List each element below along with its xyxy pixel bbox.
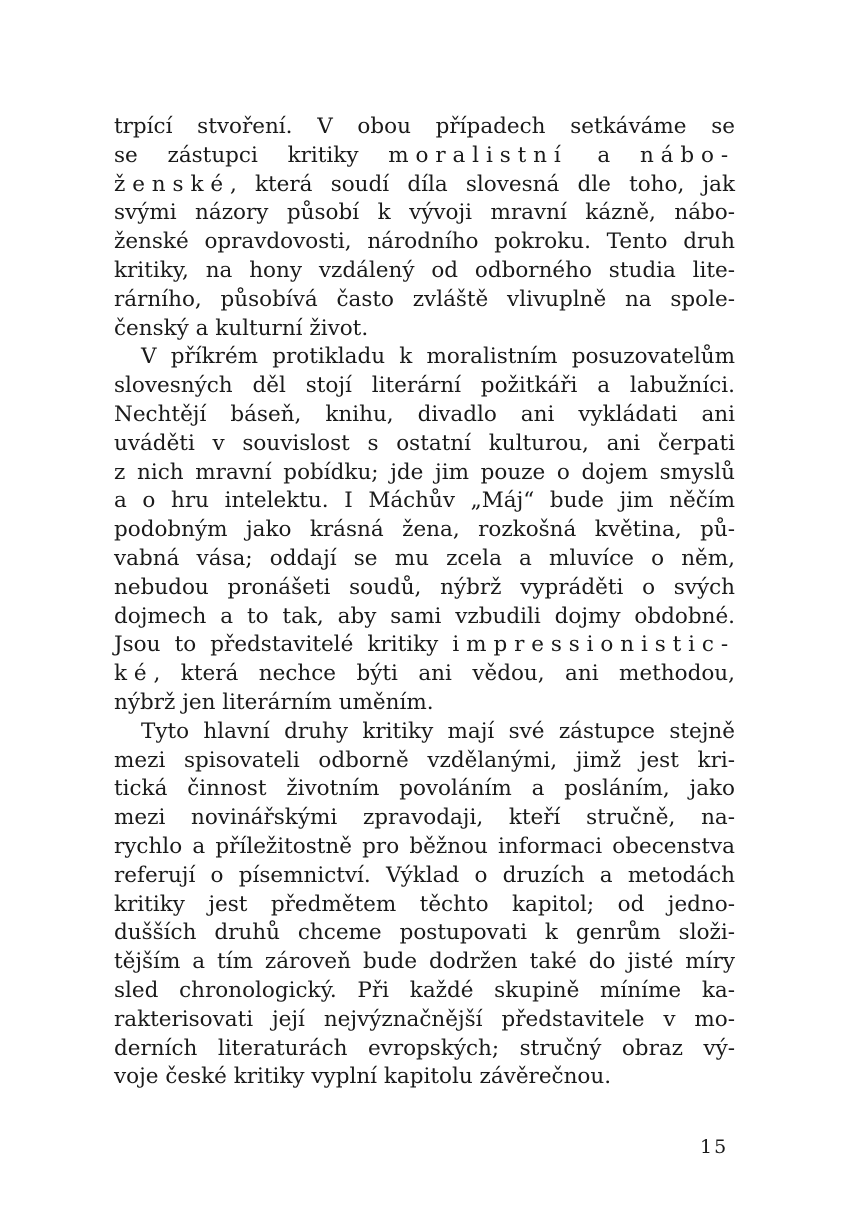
spaced-emphasis: ké [114,661,154,687]
text-line: dušších druhů chceme postupovati k genrům složi- [114,920,735,946]
text-line [114,171,735,200]
text-line: kritiky, na hony vzdálený od odborného studia lite- [114,257,735,283]
text-line: ženské opravdovosti, národního pokroku. Tento druh [114,229,735,255]
text-line: mezi novinářskými zpravodaji, kteří stručně, na- [114,805,735,831]
spaced-emphasis: ženské [114,171,230,197]
text-line: slovesných děl stojí literární požitkáři a labužníci. [114,373,735,399]
text-line: uváděti v souvislost s ostatní kulturou, ani čerpati [114,430,735,456]
text-fragment: , která nechce býti ani vědou, ani methodou, [153,661,735,687]
text-line: rakterisovati její nejvýznačnější představitele v mo- [114,1006,735,1032]
text-line: tická činnost životním povoláním a posláním, jako [114,776,735,802]
text-line: rárního, působívá často zvláště vlivuplně na spole- [114,286,735,312]
text-line: trpící stvoření. V obou případech setkáváme se [114,114,735,139]
text-line: vabná vása; oddají se mu zcela a mluvíce o něm, [114,545,735,571]
spaced-emphasis: nábo- [639,142,735,168]
text-line: derních literaturách evropských; stručný obraz vý- [114,1035,735,1061]
text-line: Tyto hlavní druhy kritiky mají své zástupce stejně [141,718,735,744]
spaced-emphasis: impressionistic- [452,632,735,658]
text-line: sled chronologický. Při každé skupině míníme ka- [114,977,735,1003]
text-body [114,113,735,1092]
text-line: a o hru intelektu. I Máchův „Máj“ bude jim něčím [114,488,735,514]
text-line: nebudou pronášeti soudů, nýbrž vypráděti o svých [114,574,735,600]
text-line: kritiky jest předmětem těchto kapitol; od jedno- [114,891,735,917]
text-line: podobným jako krásná žena, rozkošná květina, pů- [114,517,735,543]
text-line: V příkrém protikladu k moralistním posuzovatelům [141,344,735,370]
text-line: čenský a kulturní život. [114,315,369,341]
text-line [114,142,735,171]
text-line: rychlo a příležitostně pro běžnou informaci obecenstva [114,833,735,859]
text-line: referují o písemnictví. Výklad o druzích a metodách [114,862,735,888]
text-fragment: se zástupci kritiky [114,142,389,168]
text-fragment: , která soudí díla slovesná dle toho, jak [229,171,735,197]
text-line: Nechtějí báseň, knihu, divadlo ani vykládati ani [114,401,735,427]
spaced-emphasis: moralistní [388,142,568,168]
text-line: svými názory působí k vývoji mravní kázně, nábo- [114,200,735,226]
text-line: nýbrž jen literárním uměním. [114,689,434,715]
text-line: z nich mravní pobídku; jde jim pouze o dojem smyslů [114,459,735,485]
text-fragment: Jsou to představitelé kritiky [114,632,453,658]
text-line: dojmech a to tak, aby sami vzbudili dojmy obdobné. [114,603,735,629]
text-line: tějším a tím zároveň bude dodržen také do jisté míry [114,949,735,975]
text-line: voje české kritiky vyplní kapitolu závěrečnou. [114,1064,612,1090]
text-line [114,631,735,660]
text-line [114,660,735,689]
page-number: 15 [700,1136,729,1158]
text-line: mezi spisovateli odborně vzdělanými, jimž jest kri- [114,747,735,773]
text-fragment: a [567,142,640,168]
